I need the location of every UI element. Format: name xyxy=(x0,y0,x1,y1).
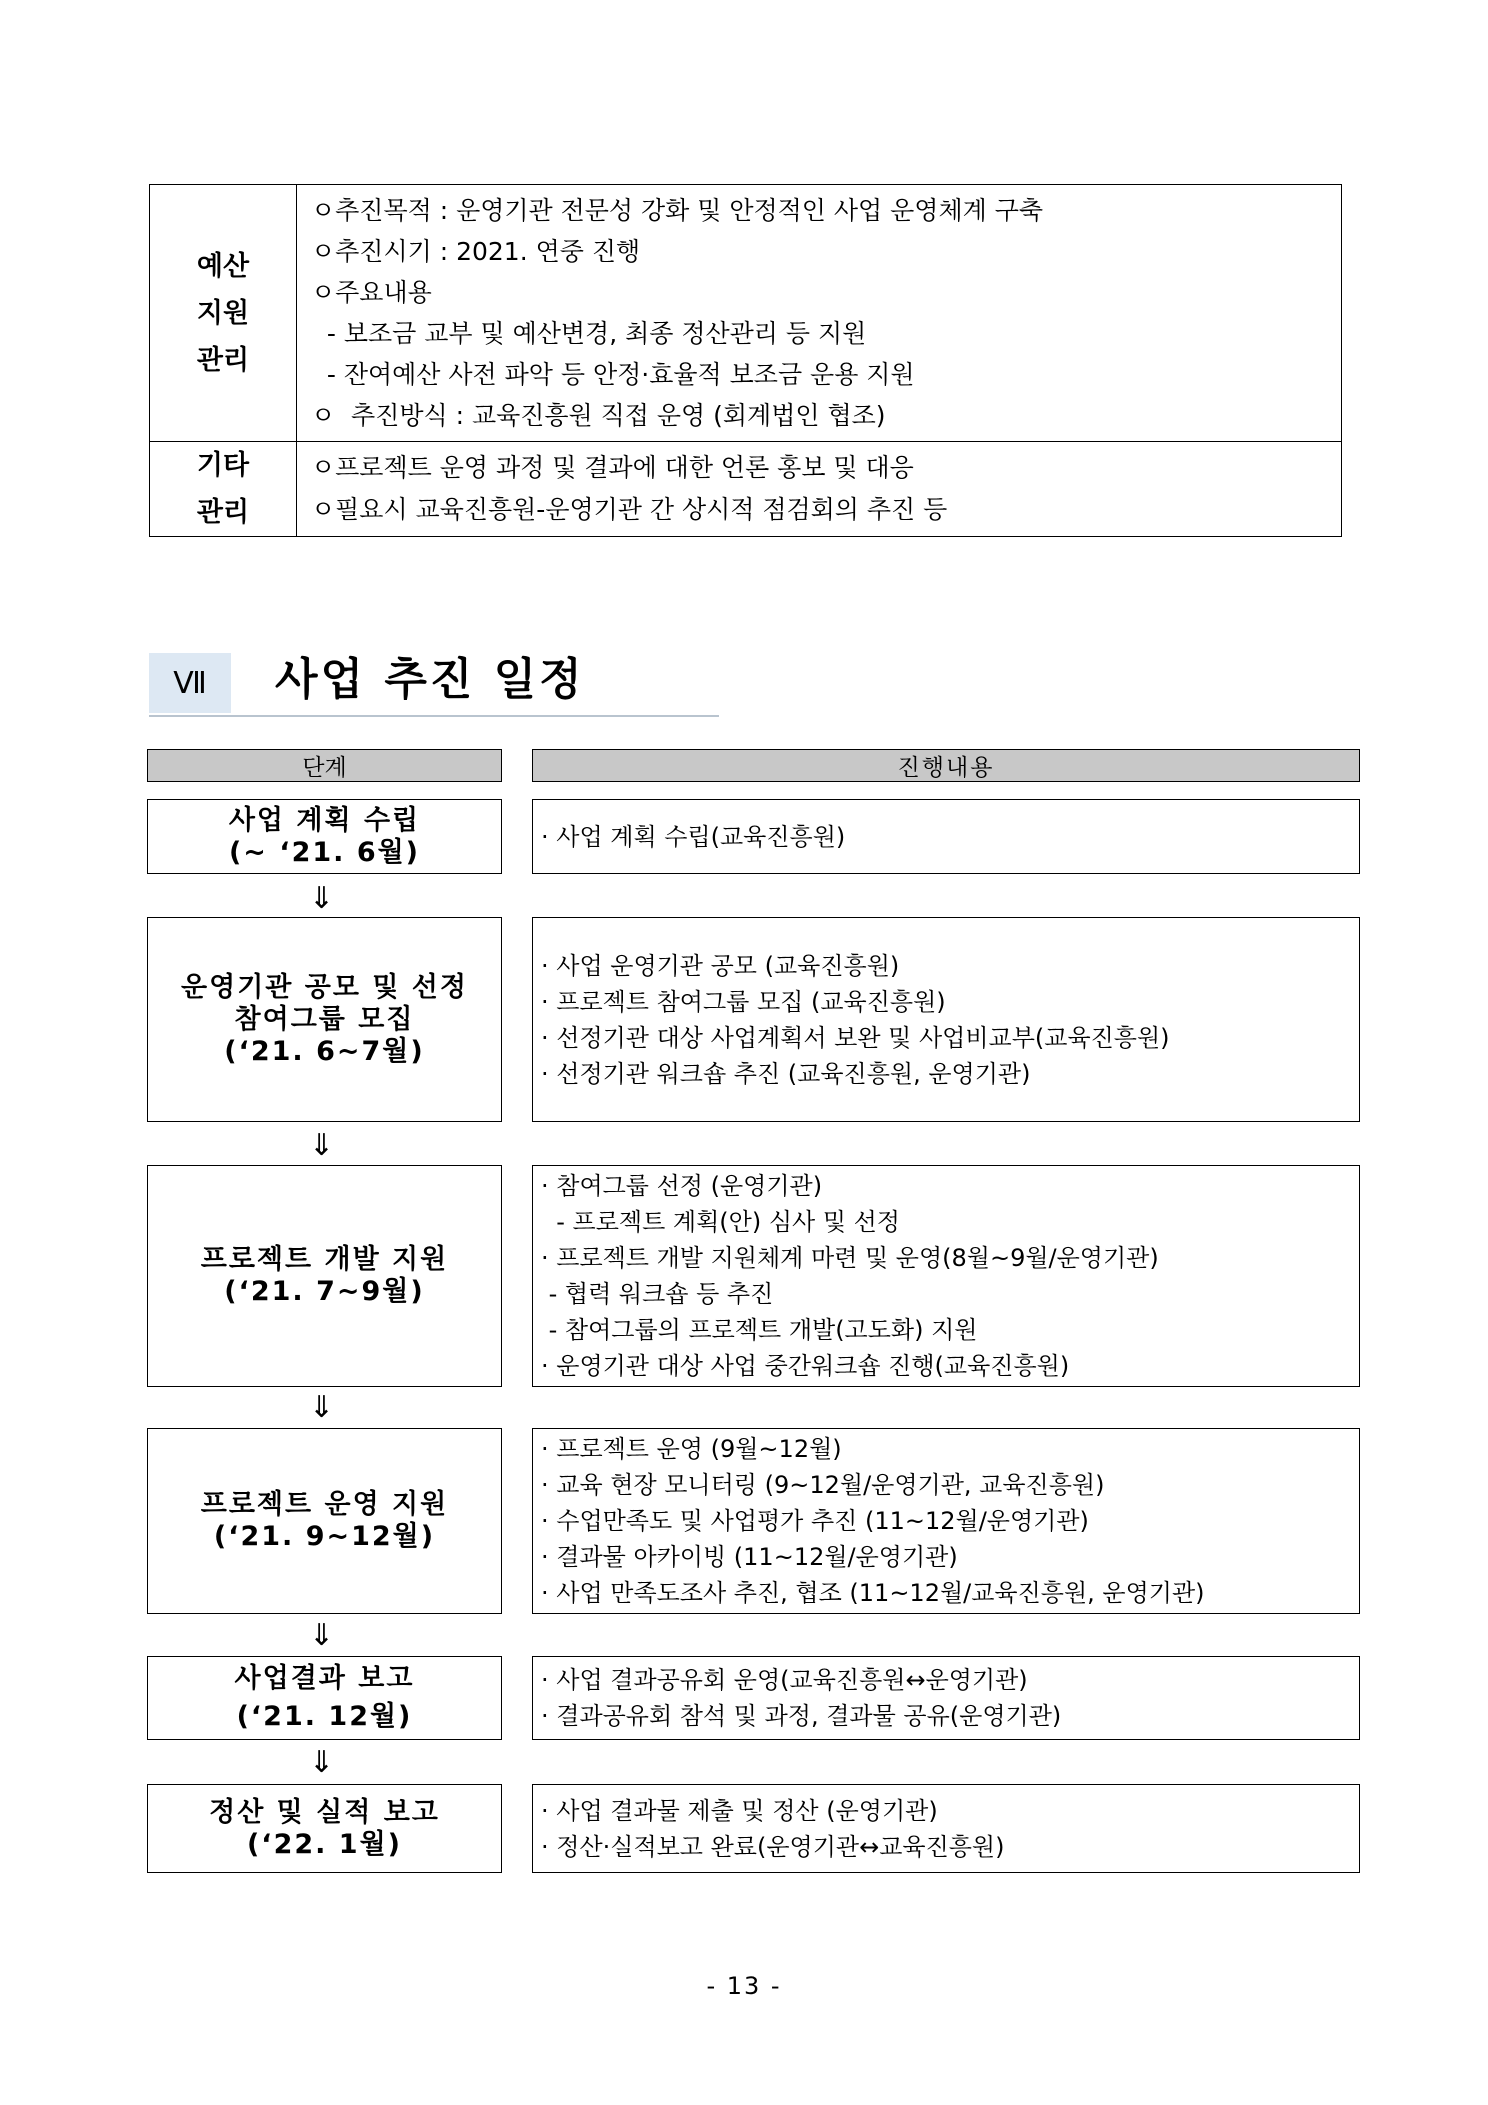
table-row xyxy=(150,442,1342,537)
content-line: ㅇ프로젝트 운영 과정 및 결과에 대한 언론 홍보 및 대응 xyxy=(311,453,914,482)
section-underline xyxy=(149,715,719,717)
stage-title-line: (‘21. 7~9월) xyxy=(224,1276,425,1307)
stage-box-settlement xyxy=(147,1784,502,1873)
down-arrow-icon: ⇓ xyxy=(309,881,335,916)
row-content-budget xyxy=(297,185,1342,442)
page-number: - 13 - xyxy=(706,1972,782,2000)
content-line: ㅇ추진목적 : 운영기관 전문성 강화 및 안정적인 사업 운영체계 구축 xyxy=(311,196,1043,225)
content-line: ㅇ추진시기 : 2021. 연중 진행 xyxy=(311,237,641,266)
stage-title-line: 사업결과 보고 xyxy=(234,1663,415,1694)
stage-detail-development xyxy=(532,1165,1360,1387)
down-arrow-icon: ⇓ xyxy=(309,1745,335,1780)
stage-title-line: 프로젝트 개발 지원 xyxy=(200,1244,449,1275)
detail-line: · 프로젝트 운영 (9월~12월) xyxy=(541,1435,842,1463)
stage-title-line: 운영기관 공모 및 선정 xyxy=(181,971,468,1003)
row-label-other xyxy=(150,442,297,537)
section-number-badge: Ⅶ xyxy=(149,653,231,713)
detail-line: · 교육 현장 모니터링 (9~12월/운영기관, 교육진흥원) xyxy=(541,1471,1105,1499)
detail-line: · 결과공유회 참석 및 과정, 결과물 공유(운영기관) xyxy=(541,1702,1062,1730)
management-table xyxy=(149,184,1342,537)
content-line: - 잔여예산 사전 파악 등 안정·효율적 보조금 운용 지원 xyxy=(311,360,915,389)
row-label-line: 관리 xyxy=(196,344,250,376)
detail-line: · 결과물 아카이빙 (11~12월/운영기관) xyxy=(541,1543,958,1571)
column-header-content: 진행내용 xyxy=(532,749,1360,782)
detail-line: · 수업만족도 및 사업평가 추진 (11~12월/운영기관) xyxy=(541,1507,1089,1535)
detail-line: · 사업 결과공유회 운영(교육진흥원↔운영기관) xyxy=(541,1666,1028,1694)
column-header-stage: 단계 xyxy=(147,749,502,782)
detail-line: · 사업 계획 수립(교육진흥원) xyxy=(541,822,846,851)
row-label-line: 지원 xyxy=(196,297,250,329)
section-title: 사업 추진 일정 xyxy=(275,654,585,705)
detail-line: · 운영기관 대상 사업 중간워크숍 진행(교육진흥원) xyxy=(541,1352,1070,1380)
row-label-budget xyxy=(150,185,297,442)
row-label-line: 기타 xyxy=(196,450,250,481)
detail-line: · 참여그룹 선정 (운영기관) xyxy=(541,1172,823,1200)
stage-box-operation xyxy=(147,1428,502,1614)
detail-line: · 사업 만족도조사 추진, 협조 (11~12월/교육진흥원, 운영기관) xyxy=(541,1579,1205,1607)
stage-title-line: 참여그룹 모집 xyxy=(234,1003,415,1035)
content-line: ㅇ 추진방식 : 교육진흥원 직접 운영 (회계법인 협조) xyxy=(311,401,886,430)
stage-box-development xyxy=(147,1165,502,1387)
stage-title-line: (‘21. 9~12월) xyxy=(213,1521,436,1552)
stage-box-recruitment xyxy=(147,917,502,1122)
down-arrow-icon: ⇓ xyxy=(309,1128,335,1163)
detail-line: · 사업 운영기관 공모 (교육진흥원) xyxy=(541,951,900,980)
detail-line: - 프로젝트 계획(안) 심사 및 선정 xyxy=(541,1208,900,1236)
detail-line: - 협력 워크숍 등 추진 xyxy=(541,1280,774,1308)
detail-line: · 정산·실적보고 완료(운영기관↔교육진흥원) xyxy=(541,1832,1005,1861)
detail-line: · 프로젝트 참여그룹 모집 (교육진흥원) xyxy=(541,987,946,1016)
detail-line: · 사업 결과물 제출 및 정산 (운영기관) xyxy=(541,1796,938,1825)
stage-title-line: 정산 및 실적 보고 xyxy=(209,1796,440,1828)
stage-title-line: (~ ‘21. 6월) xyxy=(228,836,421,868)
detail-line: · 프로젝트 개발 지원체계 마련 및 운영(8월~9월/운영기관) xyxy=(541,1244,1159,1272)
stage-title-line: (‘22. 1월) xyxy=(246,1828,403,1860)
stage-title-line: 사업 계획 수립 xyxy=(228,804,421,836)
stage-detail-planning xyxy=(532,799,1360,874)
stage-detail-report xyxy=(532,1656,1360,1740)
stage-box-report xyxy=(147,1656,502,1740)
table-row xyxy=(150,185,1342,442)
stage-detail-operation xyxy=(532,1428,1360,1614)
stage-box-planning xyxy=(147,799,502,874)
detail-line: · 선정기관 대상 사업계획서 보완 및 사업비교부(교육진흥원) xyxy=(541,1023,1170,1052)
content-line: ㅇ주요내용 xyxy=(311,278,432,307)
content-line: ㅇ필요시 교육진흥원-운영기관 간 상시적 점검회의 추진 등 xyxy=(311,495,948,524)
row-label-line: 예산 xyxy=(196,250,250,282)
stage-detail-settlement xyxy=(532,1784,1360,1873)
stage-title-line: (‘21. 12월) xyxy=(236,1701,413,1732)
detail-line: · 선정기관 워크숍 추진 (교육진흥원, 운영기관) xyxy=(541,1059,1031,1088)
content-line: - 보조금 교부 및 예산변경, 최종 정산관리 등 지원 xyxy=(311,319,867,348)
down-arrow-icon: ⇓ xyxy=(309,1390,335,1425)
stage-title-line: 프로젝트 운영 지원 xyxy=(200,1489,449,1520)
detail-line: - 참여그룹의 프로젝트 개발(고도화) 지원 xyxy=(541,1316,978,1344)
down-arrow-icon: ⇓ xyxy=(309,1618,335,1653)
row-content-other xyxy=(297,442,1342,537)
stage-title-line: (‘21. 6~7월) xyxy=(224,1035,425,1067)
stage-detail-recruitment xyxy=(532,917,1360,1122)
row-label-line: 관리 xyxy=(196,497,250,528)
